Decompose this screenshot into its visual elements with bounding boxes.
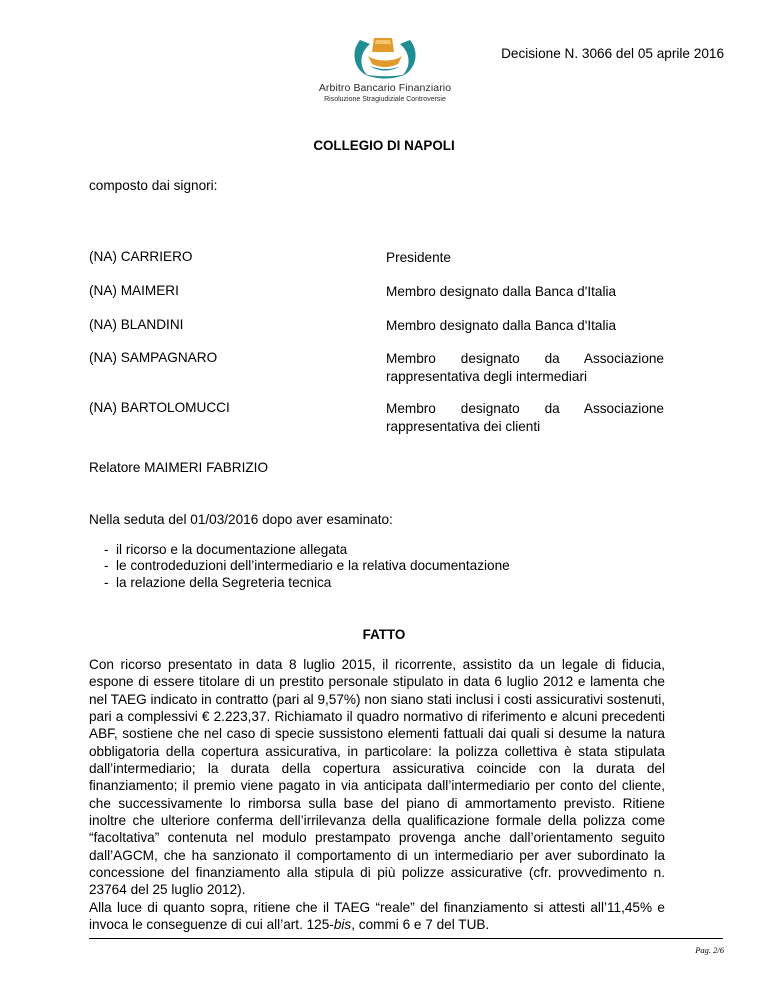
member-role: Presidente <box>386 250 451 265</box>
member-role-line: Membro designato da Associazione <box>386 401 664 416</box>
member-role-line: Membro designato da Associazione <box>386 351 664 366</box>
member-name: (NA) SAMPAGNARO <box>89 350 218 365</box>
member-name: (NA) BLANDINI <box>89 317 184 332</box>
fatto-text: Alla luce di quanto sopra, ritiene che il TAEG “reale” del finanziamento si attesti all’11,45% e invoca le conseguenze di cui all’art. 125- <box>89 899 665 933</box>
list-item: - la relazione della Segreteria tecnica <box>104 575 510 591</box>
member-name: (NA) MAIMERI <box>89 283 179 298</box>
decision-number: Decisione N. 3066 del 05 aprile 2016 <box>501 46 724 61</box>
footer-rule <box>89 938 723 939</box>
list-item: - le controdeduzioni dell’intermediario e la relativa documentazione <box>104 558 510 574</box>
member-role-line: rappresentativa degli intermediari <box>386 369 587 384</box>
fatto-italic: bis <box>333 917 352 933</box>
page-number: Pag. 2/6 <box>695 945 724 955</box>
fatto-body <box>89 656 665 934</box>
member-role <box>386 400 664 436</box>
abf-boat-logo-icon <box>350 30 420 80</box>
fatto-paragraph <box>89 899 665 934</box>
member-role <box>386 350 664 386</box>
composto-label: composto dai signori: <box>89 178 218 193</box>
fatto-heading: FATTO <box>362 627 406 642</box>
seduta-text: Nella seduta del 01/03/2016 dopo aver esaminato: <box>89 512 393 527</box>
fatto-text: , commi 6 e 7 del TUB. <box>351 917 490 933</box>
list-item: - il ricorso e la documentazione allegata <box>104 542 510 558</box>
examined-list <box>104 542 510 591</box>
member-role: Membro designato dalla Banca d'Italia <box>386 318 617 333</box>
collegio-heading: COLLEGIO DI NAPOLI <box>313 138 455 153</box>
relatore: Relatore MAIMERI FABRIZIO <box>89 460 269 475</box>
member-role: Membro designato dalla Banca d'Italia <box>386 284 617 299</box>
abf-logo <box>300 30 470 108</box>
logo-title: Arbitro Bancario Finanziario <box>318 82 452 94</box>
member-name: (NA) BARTOLOMUCCI <box>89 400 230 415</box>
member-name: (NA) CARRIERO <box>89 249 193 264</box>
fatto-paragraph: Con ricorso presentato in data 8 luglio 2015, il ricorrente, assistito da un legale di fiducia, espone di essere titolare di un prestito personale stipulato in data 6 luglio 2012 e lamenta che nel TAEG indicato in contratto (pari al 9,57%) non siano stati inclusi i costi assicurativi sostenuti, pari a complessivi € 2.223,37. Richiamato il quadro normativo di riferimento e alcuni precedenti ABF, sostiene che nel caso di specie sussistono elementi fattuali dai quali si desume la natura obbligatoria della copertura assicurativa, in particolare: la polizza collettiva è stata stipulata dall’intermediario; la durata della copertura assicurativa coincide con la durata del finanziamento; il premio viene pagato in via anticipata dall’intermediario per conto del cliente, che successivamente lo rimborsa sulla base del piano di ammortamento previsto. Ritiene inoltre che ulteriore conferma dell’irrilevanza della qualificazione formale della polizza come “facoltativa” contenuta nel modulo prestampato provenga anche dall’orientamento seguito dall’AGCM, che ha sanzionato il comportamento di un intermediario per aver subordinato la concessione del finanziamento alla stipula di più polizze assicurative (cfr. provvedimento n. 23764 del 25 luglio 2012). <box>89 657 665 898</box>
logo-subtitle: Risoluzione Stragiudiziale Controversie <box>324 96 446 103</box>
member-role-line: rappresentativa dei clienti <box>386 419 541 434</box>
